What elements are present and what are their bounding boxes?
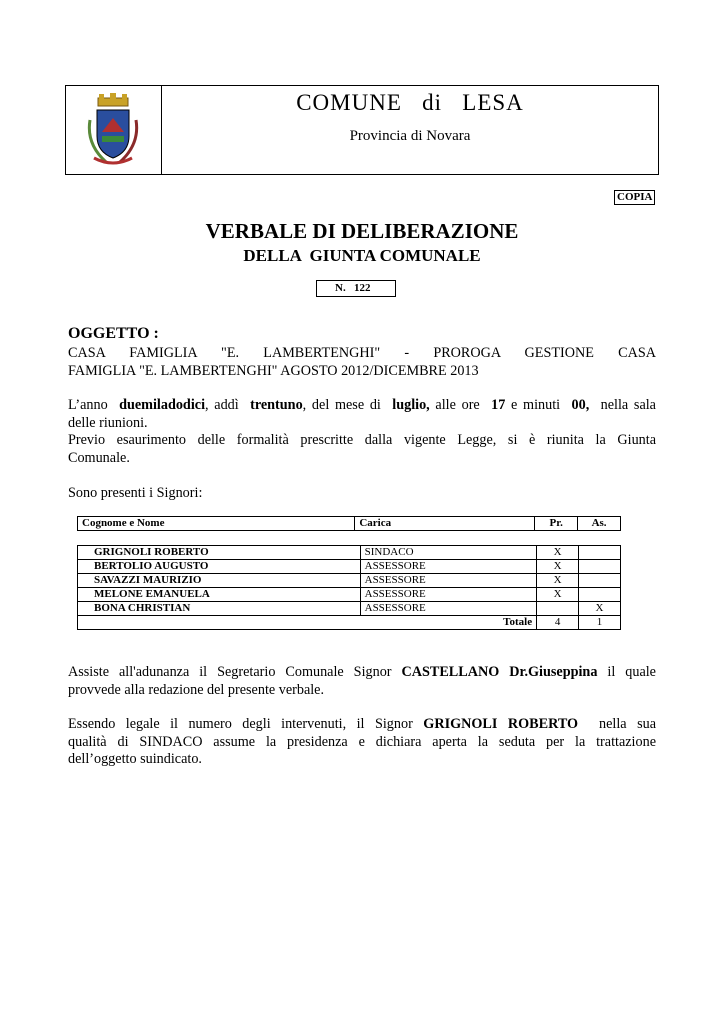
member-name: BONA CHRISTIAN — [78, 602, 361, 616]
provincia-label: Provincia di Novara — [349, 128, 471, 144]
table-row — [78, 574, 621, 588]
date-line-4: Comunale. — [68, 449, 130, 466]
date-line-1 — [68, 397, 656, 415]
secretary-name: CASTELLANO Dr.Giuseppina — [401, 664, 598, 680]
text-fragment: , del mese di — [302, 397, 393, 413]
member-absent — [579, 588, 621, 602]
header-box — [65, 85, 659, 175]
member-absent — [579, 560, 621, 574]
day-value: trentuno — [250, 397, 303, 413]
text-fragment: Assiste all'adunanza il Segretario Comunale Signor — [68, 664, 402, 680]
municipal-crest-icon — [80, 92, 146, 170]
member-role: ASSESSORE — [360, 574, 536, 588]
text-fragment: nella sua — [578, 716, 656, 732]
oggetto-label: OGGETTO : — [68, 325, 159, 342]
member-present: X — [537, 546, 579, 560]
oggetto-line-2: FAMIGLIA "E. LAMBERTENGHI" AGOSTO 2012/DICEMBRE 2013 — [68, 362, 479, 379]
document-title: VERBALE DI DELIBERAZIONE — [205, 219, 519, 243]
member-name: BERTOLIO AUGUSTO — [78, 560, 361, 574]
minutes-value: 00, — [571, 397, 590, 413]
presenti-label: Sono presenti i Signori: — [68, 485, 203, 501]
table-row — [78, 588, 621, 602]
date-paragraph — [68, 397, 656, 467]
member-role: ASSESSORE — [360, 588, 536, 602]
date-line-3: Previo esaurimento delle formalità prescritte dalla vigente Legge, si è riunita la Giunta — [68, 432, 656, 448]
year-value: duemiladodici — [119, 397, 206, 413]
essendo-paragraph — [68, 716, 656, 769]
deliberation-number: N. 122 — [316, 280, 396, 297]
text-fragment: , addì — [205, 397, 251, 413]
member-name: SAVAZZI MAURIZIO — [78, 574, 361, 588]
col-role-header: Carica — [355, 517, 535, 531]
table-row — [78, 546, 621, 560]
table-row — [78, 560, 621, 574]
totale-label: Totale — [78, 616, 537, 630]
assiste-line-1 — [68, 664, 656, 682]
member-absent — [579, 546, 621, 560]
text-fragment: il quale — [597, 664, 656, 680]
member-absent: X — [579, 602, 621, 616]
totale-row — [78, 616, 621, 630]
col-present-header: Pr. — [535, 517, 578, 531]
oggetto-text — [68, 345, 656, 380]
essendo-line-1 — [68, 716, 656, 734]
month-value: luglio, — [392, 397, 430, 413]
table-row — [78, 602, 621, 616]
text-fragment: nella sala — [589, 397, 656, 413]
totale-present: 4 — [537, 616, 579, 630]
assiste-line-2: provvede alla redazione del presente verbale. — [68, 681, 325, 698]
member-role: ASSESSORE — [360, 560, 536, 574]
col-name-header: Cognome e Nome — [78, 517, 355, 531]
comune-title: COMUNE di LESA — [296, 90, 524, 115]
member-name: GRIGNOLI ROBERTO — [78, 546, 361, 560]
member-absent — [579, 574, 621, 588]
member-name: MELONE EMANUELA — [78, 588, 361, 602]
date-line-2: delle riunioni. — [68, 414, 148, 431]
member-role: SINDACO — [360, 546, 536, 560]
member-present — [537, 602, 579, 616]
text-fragment: alle ore — [429, 397, 492, 413]
text-fragment: e minuti — [505, 397, 572, 413]
text-fragment: Essendo legale il numero degli intervenuti, il Signor — [68, 716, 424, 732]
member-present: X — [537, 588, 579, 602]
member-present: X — [537, 574, 579, 588]
member-present: X — [537, 560, 579, 574]
assiste-paragraph — [68, 664, 656, 699]
president-name: GRIGNOLI ROBERTO — [423, 716, 579, 732]
essendo-line-3: dell’oggetto suindicato. — [68, 751, 202, 767]
copia-stamp: COPIA — [614, 190, 655, 205]
totale-absent: 1 — [579, 616, 621, 630]
document-subtitle: DELLA GIUNTA COMUNALE — [243, 246, 481, 265]
essendo-line-2: qualità di SINDACO assume la presidenza e dichiara aperta la seduta per la trattazione — [68, 733, 656, 750]
text-fragment: L’anno — [68, 397, 120, 413]
oggetto-line-1: CASA FAMIGLIA "E. LAMBERTENGHI" - PROROGA GESTIONE CASA — [68, 345, 656, 361]
hour-value: 17 — [491, 397, 506, 413]
attendance-table — [77, 545, 621, 630]
member-role: ASSESSORE — [360, 602, 536, 616]
attendance-header-table — [77, 516, 621, 531]
col-absent-header: As. — [578, 517, 621, 531]
